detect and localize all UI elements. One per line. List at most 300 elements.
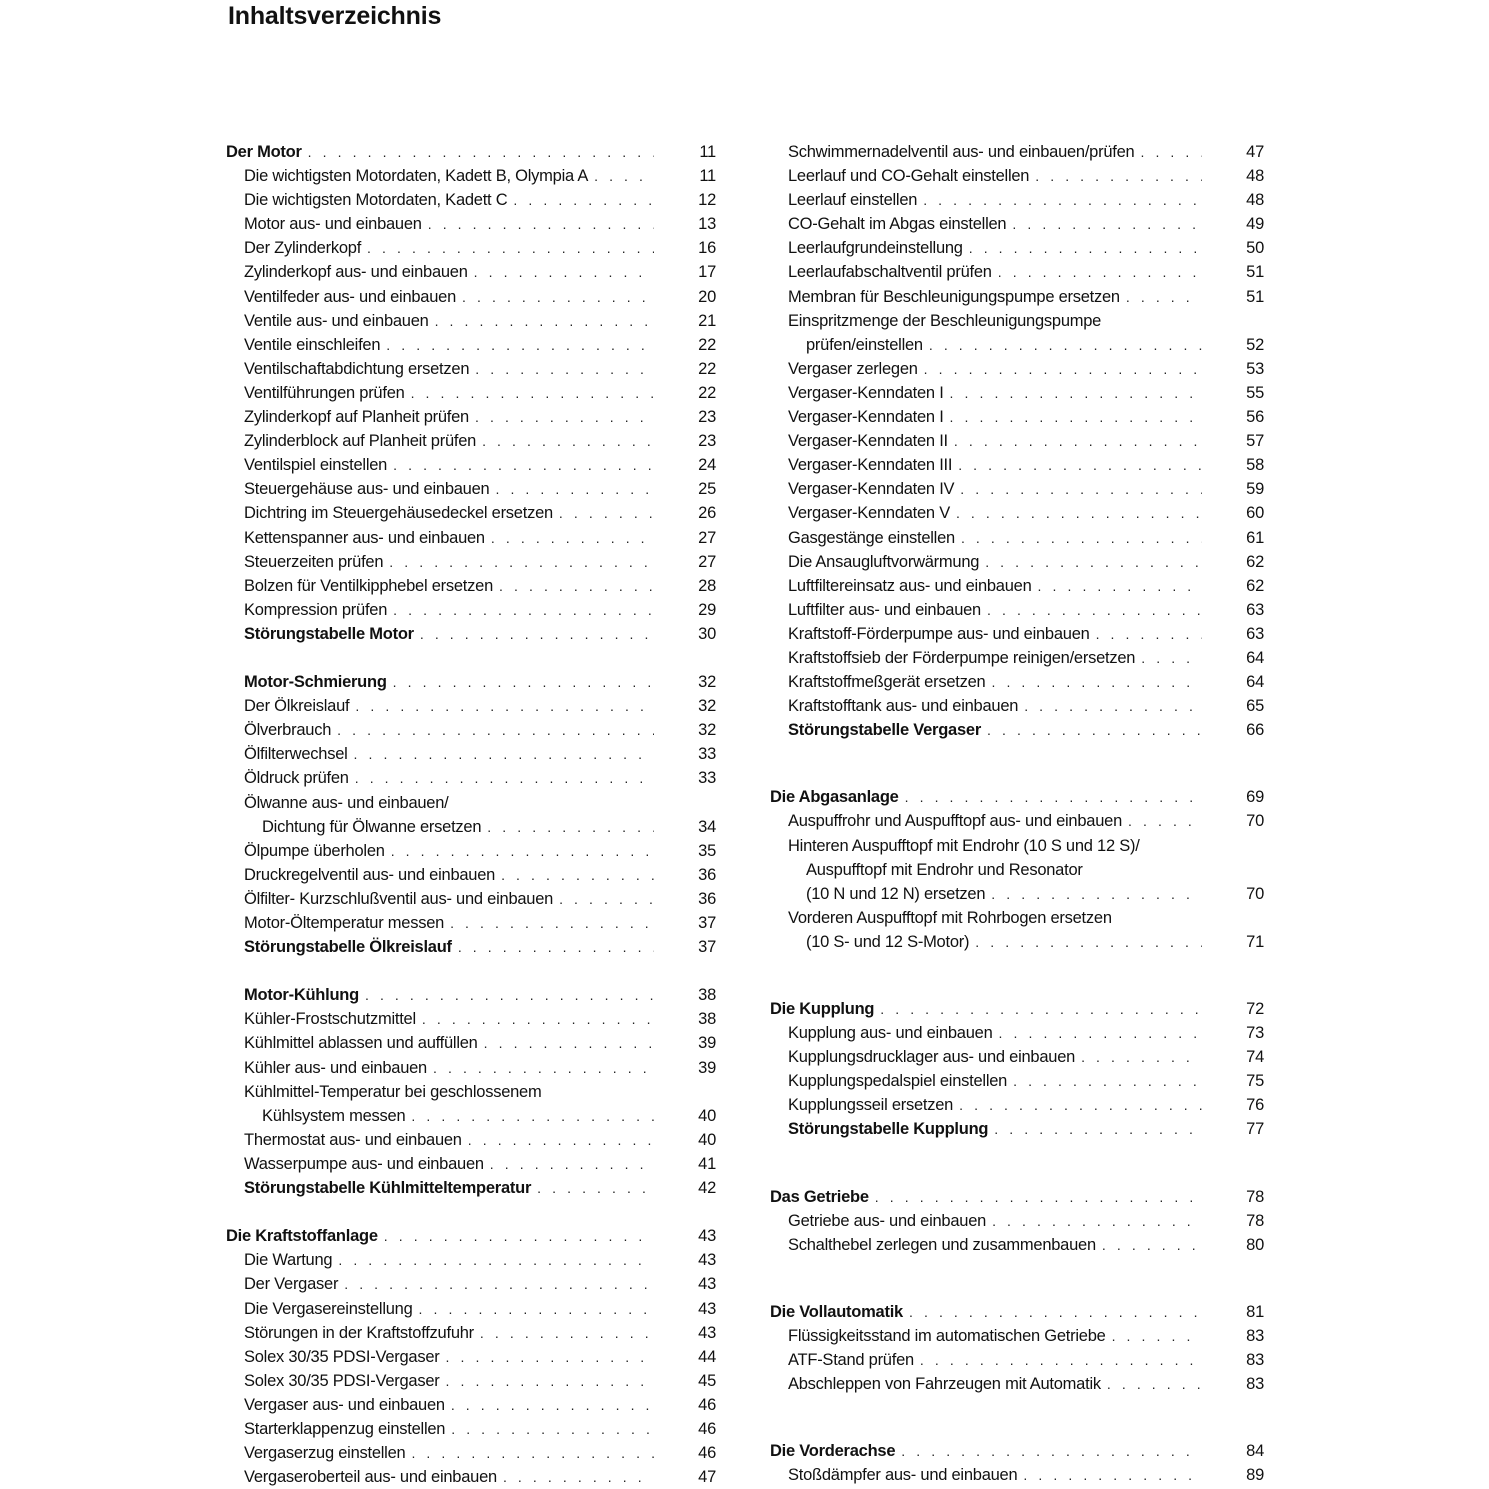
toc-entry — [770, 598, 1264, 622]
toc-entry-title: Ölverbrauch — [244, 721, 332, 740]
toc-page-number: 42 — [698, 1179, 716, 1198]
toc-page-number: 23 — [698, 408, 716, 427]
toc-entry — [226, 935, 716, 959]
toc-page-number: 43 — [698, 1227, 716, 1246]
toc-entry — [770, 453, 1264, 477]
toc-page-number: 58 — [1246, 456, 1264, 475]
toc-entry-title: Steuergehäuse aus- und einbauen — [244, 480, 490, 499]
toc-leader-dots — [503, 1465, 654, 1489]
toc-page-number: 22 — [698, 383, 716, 402]
toc-entry — [226, 1272, 716, 1296]
toc-entry-title: Störungstabelle Ölkreislauf — [244, 938, 452, 957]
toc-page-number: 66 — [1246, 721, 1264, 740]
toc-page-number: 43 — [698, 1323, 716, 1342]
toc-entry-title: Zylinderkopf auf Planheit prüfen — [244, 408, 469, 427]
toc-entry-title: prüfen/einstellen — [806, 335, 923, 354]
toc-page-number: 32 — [698, 697, 716, 716]
toc-entry-title: Vergaseroberteil aus- und einbauen — [244, 1468, 497, 1487]
toc-page-number: 46 — [698, 1444, 716, 1463]
toc-leader-dots — [1024, 694, 1202, 718]
toc-entry-title: Motor-Schmierung — [244, 673, 387, 692]
toc-leader-dots — [491, 526, 654, 550]
toc-leader-dots — [1112, 1324, 1202, 1348]
toc-leader-dots — [920, 1348, 1202, 1372]
toc-page-number: 46 — [698, 1395, 716, 1414]
toc-leader-dots — [950, 381, 1202, 405]
toc-entry — [770, 1324, 1264, 1348]
toc-entry-title: Ölfilter- Kurzschlußventil aus- und einbauen — [244, 889, 554, 908]
toc-entry-title: Kraftstoffmeßgerät ersetzen — [788, 673, 986, 692]
toc-entry — [770, 1463, 1264, 1487]
toc-entry-title: Zylinderblock auf Planheit prüfen — [244, 432, 477, 451]
toc-page-number: 57 — [1246, 432, 1264, 451]
toc-entry-title: Gasgestänge einstellen — [788, 528, 955, 547]
toc-entry-title: Kühlmittel ablassen und auffüllen — [244, 1034, 478, 1053]
toc-page-number: 72 — [1246, 1000, 1264, 1018]
toc-leader-dots — [411, 381, 654, 405]
toc-leader-dots — [929, 333, 1202, 357]
toc-page-number: 27 — [698, 552, 716, 571]
toc-entry — [770, 260, 1264, 284]
toc-page-number: 64 — [1246, 648, 1264, 667]
toc-entry-title: Vergaser-Kenndaten I — [788, 383, 944, 402]
toc-entry-title: Stoßdämpfer aus- und einbauen — [788, 1466, 1018, 1485]
toc-page-number: 62 — [1246, 552, 1264, 571]
toc-entry — [770, 1117, 1264, 1141]
toc-entry-title: Kettenspanner aus- und einbauen — [244, 528, 485, 547]
toc-entry-title: Motor-Öltemperatur messen — [244, 914, 445, 932]
toc-entry — [770, 285, 1264, 309]
toc-entry-title: Solex 30/35 PDSI-Vergaser — [244, 1371, 440, 1390]
toc-leader-dots — [924, 357, 1202, 381]
toc-entry — [226, 574, 716, 598]
toc-leader-dots — [411, 1441, 654, 1465]
toc-entry — [226, 742, 716, 766]
toc-leader-dots — [998, 260, 1202, 284]
toc-page-number: 47 — [1246, 143, 1264, 161]
toc-entry — [226, 1369, 716, 1393]
toc-leader-dots — [495, 477, 654, 501]
toc-entry-title: Die wichtigsten Motordaten, Kadett B, Olympia A — [244, 167, 589, 186]
toc-entry — [770, 906, 1264, 930]
toc-spacer — [770, 1142, 1264, 1185]
toc-entry — [226, 477, 716, 501]
toc-entry-title: Der Motor — [226, 143, 302, 161]
toc-entry-title: Ventile aus- und einbauen — [244, 311, 429, 330]
toc-leader-dots — [490, 1152, 654, 1176]
toc-leader-dots — [482, 429, 654, 453]
toc-leader-dots — [420, 622, 654, 646]
toc-leader-dots — [960, 477, 1202, 501]
toc-entry — [226, 1128, 716, 1152]
toc-page-number: 62 — [1246, 576, 1264, 595]
toc-entry-title: Kupplung aus- und einbauen — [788, 1024, 993, 1043]
toc-entry — [770, 236, 1264, 260]
toc-entry — [770, 140, 1264, 164]
toc-leader-dots — [991, 882, 1202, 906]
toc-leader-dots — [433, 1056, 654, 1080]
toc-page-number: 37 — [698, 938, 716, 957]
toc-spacer — [770, 1257, 1264, 1300]
toc-entry — [226, 405, 716, 429]
toc-entry-title: Kühler aus- und einbauen — [244, 1058, 427, 1077]
toc-entry — [226, 1441, 716, 1465]
toc-entry-title: Ölwanne aus- und einbauen/ — [244, 793, 449, 812]
toc-entry-title: Kupplungsdrucklager aus- und einbauen — [788, 1048, 1076, 1067]
toc-leader-dots — [384, 1224, 654, 1248]
toc-entry — [226, 1321, 716, 1345]
toc-page-number: 29 — [698, 600, 716, 619]
toc-leader-dots — [484, 1031, 654, 1055]
toc-entry-title: Störungen in der Kraftstoffzufuhr — [244, 1323, 474, 1342]
toc-entry-title: Bolzen für Ventilkipphebel ersetzen — [244, 576, 493, 595]
toc-page-number: 45 — [698, 1371, 716, 1390]
toc-page-number: 48 — [1246, 191, 1264, 210]
toc-leader-dots — [393, 670, 654, 694]
toc-page-number: 83 — [1246, 1326, 1264, 1345]
toc-spacer — [770, 742, 1264, 785]
toc-entry-title: Die Kupplung — [770, 1000, 875, 1018]
toc-page-number: 84 — [1246, 1442, 1264, 1461]
toc-page-number: 22 — [698, 335, 716, 354]
toc-page-number: 26 — [698, 504, 716, 523]
toc-page-number: 30 — [698, 624, 716, 643]
toc-leader-dots — [386, 333, 654, 357]
toc-entry-title: Zylinderkopf aus- und einbauen — [244, 263, 468, 282]
toc-page-number: 51 — [1246, 263, 1264, 282]
toc-entry — [770, 188, 1264, 212]
toc-leader-dots — [1126, 285, 1202, 309]
toc-entry-title: Störungstabelle Kupplung — [788, 1120, 989, 1139]
toc-leader-dots — [969, 236, 1202, 260]
toc-page-number: 38 — [698, 1010, 716, 1029]
toc-leader-dots — [365, 983, 654, 1007]
toc-entry-title: Die Ansaugluftvorwärmung — [788, 552, 980, 571]
toc-page-number: 32 — [698, 673, 716, 692]
toc-entry-title: Auspuffrohr und Auspufftopf aus- und einbauen — [788, 812, 1122, 831]
toc-leader-dots — [992, 1209, 1202, 1233]
toc-entry-title: Störungstabelle Kühlmitteltemperatur — [244, 1179, 532, 1198]
toc-leader-dots — [991, 670, 1202, 694]
toc-entry-title: Kühlmittel-Temperatur bei geschlossenem — [244, 1082, 542, 1101]
toc-leader-dots — [975, 930, 1202, 954]
toc-entry-title: Ventilschaftabdichtung ersetzen — [244, 359, 470, 378]
toc-page-number: 36 — [698, 889, 716, 908]
toc-entry — [770, 333, 1264, 357]
toc-entry-title: Ventilspiel einstellen — [244, 456, 388, 475]
toc-entry-title: Kupplungsseil ersetzen — [788, 1096, 954, 1115]
toc-leader-dots — [451, 1393, 654, 1417]
toc-entry-title: Vergaser-Kenndaten I — [788, 408, 944, 427]
toc-entry-title: Kupplungspedalspiel einstellen — [788, 1072, 1008, 1091]
toc-entry-title: Vergaser zerlegen — [788, 359, 918, 378]
toc-leader-dots — [1096, 622, 1202, 646]
toc-page-number: 28 — [698, 576, 716, 595]
toc-entry-title: Membran für Beschleunigungspumpe ersetzen — [788, 287, 1120, 306]
toc-entry — [770, 526, 1264, 550]
toc-leader-dots — [1141, 646, 1202, 670]
toc-leader-dots — [337, 718, 654, 742]
toc-page-number: 61 — [1246, 528, 1264, 547]
toc-page-number: 11 — [699, 167, 716, 186]
toc-page-number: 71 — [1246, 932, 1264, 951]
toc-entry-title: Vergaser-Kenndaten V — [788, 504, 950, 523]
toc-leader-dots — [480, 1321, 654, 1345]
toc-page-number: 51 — [1246, 287, 1264, 306]
toc-leader-dots — [594, 164, 654, 188]
toc-entry — [770, 622, 1264, 646]
toc-entry — [226, 791, 716, 815]
toc-page-number: 63 — [1246, 600, 1264, 619]
toc-page-number: 56 — [1246, 408, 1264, 427]
toc-entry — [226, 1007, 716, 1031]
toc-entry — [770, 834, 1264, 858]
toc-page-number: 60 — [1246, 504, 1264, 523]
toc-entry-title: Steuerzeiten prüfen — [244, 552, 384, 571]
toc-leader-dots — [355, 694, 654, 718]
toc-leader-dots — [880, 997, 1202, 1021]
toc-entry-title: Der Ölkreislauf — [244, 697, 350, 716]
toc-spacer — [770, 954, 1264, 997]
toc-leader-dots — [909, 1300, 1202, 1324]
toc-entry-title: Störungstabelle Vergaser — [788, 721, 981, 740]
toc-leader-dots — [961, 526, 1202, 550]
toc-right-column — [770, 140, 1264, 1487]
toc-entry-title: Ventile einschleifen — [244, 335, 381, 354]
toc-page-number: 41 — [698, 1154, 716, 1173]
toc-leader-dots — [959, 1093, 1202, 1117]
toc-leader-dots — [1128, 809, 1202, 833]
toc-entry-title: Die Kraftstoffanlage — [226, 1227, 378, 1246]
toc-entry — [770, 694, 1264, 718]
toc-entry — [226, 188, 716, 212]
toc-leader-dots — [475, 405, 654, 429]
toc-page-number: 34 — [698, 817, 716, 836]
toc-entry-title: Flüssigkeitsstand im automatischen Getriebe — [788, 1326, 1106, 1345]
toc-page-number: 78 — [1246, 1211, 1264, 1230]
toc-entry — [770, 429, 1264, 453]
toc-entry — [770, 1372, 1264, 1396]
toc-page-number: 55 — [1246, 383, 1264, 402]
toc-entry — [226, 1104, 716, 1128]
toc-leader-dots — [1038, 574, 1202, 598]
toc-leader-dots — [923, 188, 1202, 212]
toc-entry — [770, 550, 1264, 574]
toc-entry — [226, 333, 716, 357]
toc-entry-title: Einspritzmenge der Beschleunigungspumpe — [788, 311, 1102, 330]
toc-page-number: 35 — [698, 841, 716, 860]
toc-entry — [226, 285, 716, 309]
toc-entry — [770, 646, 1264, 670]
toc-page-number: 59 — [1246, 480, 1264, 499]
toc-entry-title: Öldruck prüfen — [244, 769, 349, 788]
toc-entry — [226, 1417, 716, 1441]
toc-page-number: 46 — [698, 1419, 716, 1438]
toc-entry — [226, 236, 716, 260]
toc-page-number: 47 — [698, 1468, 716, 1487]
toc-leader-dots — [954, 429, 1202, 453]
toc-leader-dots — [559, 501, 654, 525]
toc-entry — [770, 405, 1264, 429]
toc-entry-title: Dichtung für Ölwanne ersetzen — [262, 817, 482, 836]
toc-entry — [226, 983, 716, 1007]
toc-page-number: 16 — [698, 239, 716, 258]
toc-entry-title: Der Zylinderkopf — [244, 239, 362, 258]
toc-leader-dots — [458, 935, 654, 959]
toc-page-number: 39 — [698, 1058, 716, 1077]
toc-entry — [226, 1224, 716, 1248]
toc-entry — [226, 815, 716, 839]
toc-entry-title: Motor-Kühlung — [244, 986, 359, 1005]
toc-page-number: 81 — [1246, 1302, 1264, 1321]
toc-page-number: 36 — [698, 865, 716, 884]
toc-leader-dots — [950, 405, 1202, 429]
toc-entry — [226, 381, 716, 405]
toc-entry-title: Abschleppen von Fahrzeugen mit Automatik — [788, 1375, 1101, 1394]
toc-leader-dots — [1035, 164, 1202, 188]
toc-entry-title: Wasserpumpe aus- und einbauen — [244, 1154, 484, 1173]
toc-leader-dots — [1023, 1463, 1202, 1487]
toc-page-number: 39 — [698, 1034, 716, 1053]
toc-entry — [226, 1031, 716, 1055]
toc-page-number: 40 — [698, 1130, 716, 1149]
toc-page-number: 77 — [1246, 1120, 1264, 1139]
toc-spacer — [770, 1396, 1264, 1439]
toc-entry — [770, 1069, 1264, 1093]
toc-page-number: 65 — [1246, 697, 1264, 716]
toc-leader-dots — [435, 309, 654, 333]
toc-entry-title: Leerlauf und CO-Gehalt einstellen — [788, 167, 1030, 186]
toc-leader-dots — [487, 815, 654, 839]
toc-entry — [226, 1465, 716, 1489]
toc-page-number: 22 — [698, 359, 716, 378]
toc-entry-title: Störungstabelle Motor — [244, 624, 414, 643]
toc-page-number: 53 — [1246, 359, 1264, 378]
toc-entry-title: Starterklappenzug einstellen — [244, 1419, 446, 1438]
toc-leader-dots — [474, 260, 654, 284]
toc-page-number: 78 — [1246, 1187, 1264, 1206]
toc-entry-title: Die Vorderachse — [770, 1442, 896, 1461]
toc-leader-dots — [1102, 1233, 1202, 1257]
toc-leader-dots — [450, 911, 654, 935]
toc-page-number: 17 — [698, 263, 716, 282]
toc-entry — [770, 1439, 1264, 1463]
toc-entry — [770, 997, 1264, 1021]
toc-page-number: 43 — [698, 1299, 716, 1318]
toc-entry-title: Ventilführungen prüfen — [244, 383, 405, 402]
toc-page-number: 20 — [698, 287, 716, 306]
toc-entry — [770, 164, 1264, 188]
toc-entry-title: Vergaser-Kenndaten III — [788, 456, 953, 475]
toc-entry-title: ATF-Stand prüfen — [788, 1351, 914, 1370]
toc-entry-title: CO-Gehalt im Abgas einstellen — [788, 215, 1007, 234]
toc-entry — [770, 309, 1264, 333]
toc-leader-dots — [344, 1272, 654, 1296]
toc-leader-dots — [1081, 1045, 1202, 1069]
toc-page-number: 38 — [698, 986, 716, 1005]
toc-entry — [226, 1056, 716, 1080]
toc-page-number: 27 — [698, 528, 716, 547]
toc-leader-dots — [987, 598, 1202, 622]
toc-entry-title: Die Vollautomatik — [770, 1302, 903, 1321]
toc-leader-dots — [308, 140, 654, 164]
toc-leader-dots — [499, 574, 654, 598]
toc-entry-title: Kraftstoff-Förderpumpe aus- und einbauen — [788, 624, 1090, 643]
toc-entry-title: Ölfilterwechsel — [244, 745, 348, 764]
toc-entry — [770, 858, 1264, 882]
toc-page-number: 70 — [1246, 812, 1264, 831]
toc-entry-title: Druckregelventil aus- und einbauen — [244, 865, 496, 884]
toc-entry — [226, 839, 716, 863]
toc-entry-title: Leerlauf einstellen — [788, 191, 918, 210]
toc-left-column — [226, 140, 716, 1489]
toc-leader-dots — [451, 1417, 654, 1441]
toc-leader-dots — [905, 785, 1202, 809]
toc-page-number: 24 — [698, 456, 716, 475]
toc-entry — [770, 1185, 1264, 1209]
toc-entry — [770, 574, 1264, 598]
toc-entry — [770, 809, 1264, 833]
toc-leader-dots — [1012, 212, 1202, 236]
toc-entry — [226, 212, 716, 236]
toc-entry — [770, 785, 1264, 809]
toc-entry — [226, 1393, 716, 1417]
toc-leader-dots — [393, 598, 654, 622]
toc-leader-dots — [537, 1176, 654, 1200]
toc-entry-title: Kühler-Frostschutzmittel — [244, 1010, 416, 1029]
toc-entry-title: Hinteren Auspufftopf mit Endrohr (10 S und 12 S)/ — [788, 836, 1140, 855]
toc-entry-title: Der Vergaser — [244, 1275, 339, 1294]
toc-leader-dots — [393, 453, 654, 477]
toc-entry-title: Die Wartung — [244, 1251, 333, 1270]
toc-leader-dots — [501, 863, 654, 887]
toc-entry-title: Vergaser aus- und einbauen — [244, 1395, 445, 1414]
toc-entry — [770, 381, 1264, 405]
toc-entry — [226, 526, 716, 550]
toc-entry-title: Dichtring im Steuergehäusedeckel ersetzen — [244, 504, 553, 523]
toc-page-number: 37 — [698, 914, 716, 932]
toc-page-number: 44 — [698, 1347, 716, 1366]
toc-entry-title: Die Vergasereinstellung — [244, 1299, 413, 1318]
toc-entry-title: Kühlsystem messen — [262, 1106, 406, 1125]
toc-page-number: 33 — [698, 769, 716, 788]
toc-entry-title: Die Abgasanlage — [770, 788, 899, 807]
toc-entry-title: Ventilfeder aus- und einbauen — [244, 287, 457, 306]
toc-spacer — [226, 959, 716, 983]
toc-entry — [226, 357, 716, 381]
toc-entry-title: Vergaserzug einstellen — [244, 1444, 406, 1463]
toc-entry — [226, 598, 716, 622]
toc-entry-title: Das Getriebe — [770, 1187, 869, 1206]
toc-leader-dots — [468, 1128, 654, 1152]
toc-leader-dots — [475, 357, 654, 381]
toc-page-number: 32 — [698, 721, 716, 740]
toc-entry — [770, 930, 1264, 954]
toc-page-number: 25 — [698, 480, 716, 499]
toc-entry — [226, 453, 716, 477]
toc-leader-dots — [389, 550, 654, 574]
toc-entry-title: Thermostat aus- und einbauen — [244, 1130, 462, 1149]
toc-entry — [226, 911, 716, 935]
toc-entry — [226, 1297, 716, 1321]
toc-leader-dots — [956, 501, 1202, 525]
toc-page-number: 50 — [1246, 239, 1264, 258]
toc-entry-title: Getriebe aus- und einbauen — [788, 1211, 987, 1230]
toc-page-number: 11 — [699, 143, 716, 161]
toc-entry — [226, 550, 716, 574]
toc-page-number: 48 — [1246, 167, 1264, 186]
toc-spacer — [226, 646, 716, 670]
